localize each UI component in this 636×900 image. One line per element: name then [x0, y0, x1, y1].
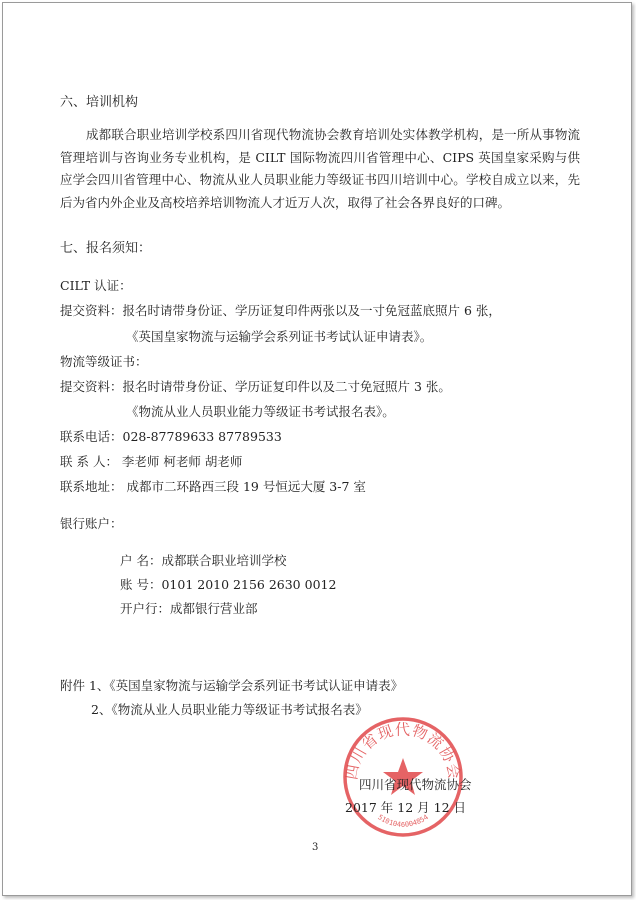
bank-branch: 开户行：成都银行营业部	[120, 601, 258, 616]
signature-organization: 四川省现代物流协会	[359, 777, 472, 792]
contact-address: 联系地址： 成都市二环路西三段 19 号恒远大厦 3-7 室	[60, 479, 366, 494]
bank-heading: 银行账户：	[60, 516, 123, 531]
cilt-label: CILT 认证：	[60, 278, 132, 293]
training-paragraph: 成都联合职业培训学校系四川省现代物流协会教育培训处实体教学机构，是一所从事物流管理培训与咨询业务专业机构，是 CILT 国际物流四川省管理中心、CIPS 英国皇家采购与供应学会四川省管理中心、物流从业人员职业能力等级证书四川培训中心。学校自成立以来，先后为省内外企业及高校培养培训物流人才近万人次，取得了社会各界良好的口碑。	[60, 127, 580, 210]
registration-heading: 七、报名须知：	[60, 241, 152, 256]
attachment-2: 2、《物流从业人员职业能力等级证书考试报名表》	[91, 702, 368, 717]
cilt-form: 《英国皇家物流与运输学会系列证书考试认证申请表》。	[126, 329, 433, 344]
logistics-label: 物流等级证书：	[60, 354, 148, 369]
bank-account-number: 账 号：0101 2010 2156 2630 0012	[120, 577, 337, 592]
attachment-1: 附件 1、《英国皇家物流与运输学会系列证书考试认证申请表》	[60, 678, 404, 693]
contact-phone: 联系电话：028-87789633 87789533	[60, 429, 282, 444]
logistics-form: 《物流从业人员职业能力等级证书考试报名表》。	[126, 404, 395, 419]
seal-ring-text: 四川省现代物流协会	[342, 720, 464, 782]
signature-date: 2017 年 12 月 12 日	[345, 800, 466, 815]
logistics-materials: 提交资料：报名时请带身份证、学历证复印件以及二寸免冠照片 3 张。	[60, 379, 451, 394]
bank-account-name: 户 名：成都联合职业培训学校	[120, 553, 287, 568]
cilt-materials: 提交资料：报名时请带身份证、学历证复印件两张以及一寸免冠蓝底照片 6 张，	[60, 303, 501, 318]
contact-people: 联 系 人： 李老师 柯老师 胡老师	[60, 454, 243, 469]
training-heading: 六、培训机构	[60, 95, 139, 110]
seal-number: 5101046004854	[376, 813, 430, 829]
page-number: 3	[312, 842, 319, 853]
